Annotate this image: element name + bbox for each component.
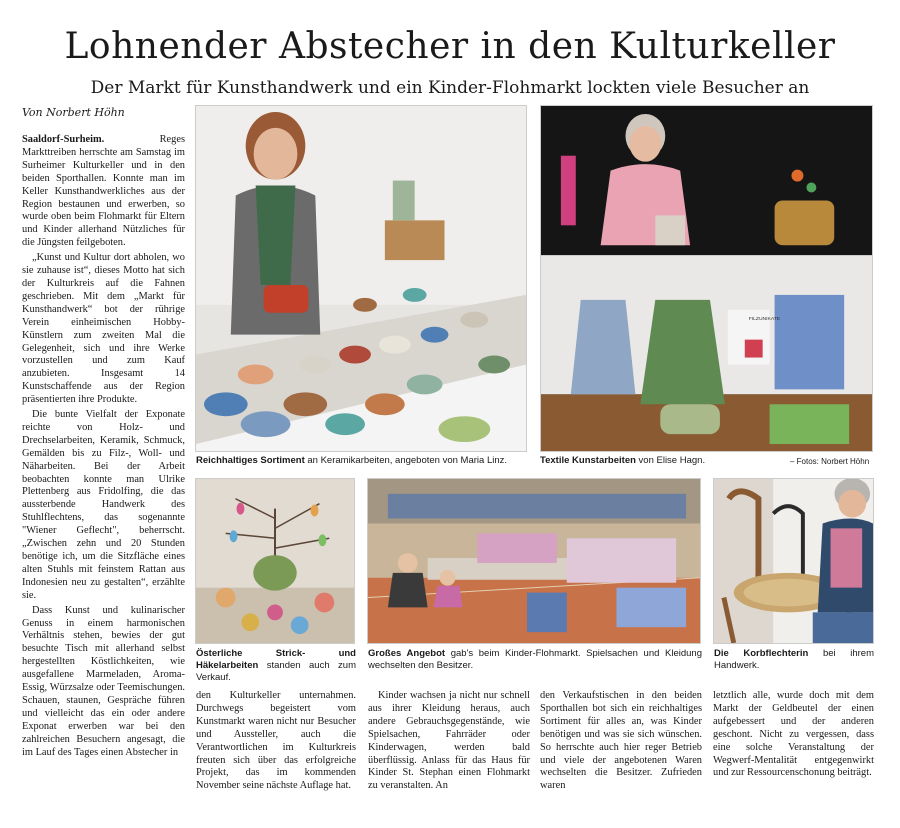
article-column-1 <box>22 134 185 794</box>
photo-flea-market <box>367 478 701 644</box>
caption-ceramics-text: an Keramikarbeiten, angeboten von Maria Linz. <box>304 455 508 466</box>
column-4-text: den Verkaufstischen in den beiden Sporthallen bot sich ein reichhaltiges Sortiment für alles an, was Kinder benötigen und was sie sich wünschen. So herrschte auch hier reger Betrieb und viele der angebotenen Waren wechselten die Besitzer. Zufrieden waren <box>540 690 702 792</box>
headline: Lohnender Abstecher in den Kulturkeller <box>64 26 836 67</box>
photo-basket-weaver <box>713 478 874 644</box>
paragraph-4: Dass Kunst und kulinarischer Genuss in einem harmonischen Verhältnis stehen, bewies der gut besuchte Tisch mit allerhand selbst hergestellten Köstlichkeiten, wie ausgefallene Marmeladen, Aroma-Essig, Würzsalze oder Teemischungen. Schauen, staunen, Gespräche führen und vielleicht das ein oder andere Exponat erwerben war bei den zahlreichen Besuchern angesagt, die im Lauf des Tages einen Abstecher in <box>22 604 185 758</box>
caption-textiles-text: von Elise Hagn. <box>635 455 706 466</box>
column-3-text: Kinder wachsen ja nicht nur schnell aus ihrer Kleidung heraus, auch andere Gebrauchsgegenstände, wie Spielsachen, Fahrräder oder Kinderwagen, werden bald überflüssig. Anlass für das Haus für Kinder St. Stephan einen Flohmarkt zu veranstalten. An <box>368 690 530 792</box>
dateline: Saaldorf-Surheim. <box>22 134 105 145</box>
caption-ceramics-bold: Reichhaltiges Sortiment <box>196 455 305 466</box>
article-column-4 <box>540 690 702 795</box>
caption-flea-market-text: gab's beim Kinder-Flohmarkt. Spielsachen und Kleidung wechselten den Besitzer. <box>368 648 702 671</box>
caption-ceramics <box>196 455 536 467</box>
paragraph-3: Die bunte Vielfalt der Exponate reichte von Holz- und Drechselarbeiten, Keramik, Schmuck, Gemälden bis zu Filz-, Woll- und Näharbeiten. Bei der Arbeit beobachten konnte man Ulrike Plettenberg aus Fridolfing, die das aussterbende Handwerk des Stuhlflechtens, das sogenannte "Wiener Geflecht", beherrscht. „Zwischen zehn und 20 Stunden benötige ich, um die Sitzfläche eines alten Stuhls mit feinstem Rattan aus Indonesien neu zu gestalten“, erzählte sie. <box>22 409 185 601</box>
caption-flea-market-bold: Großes Angebot <box>368 648 446 659</box>
paragraph-1: Reges Markttreiben herrschte am Samstag im Surheimer Kulturkeller und in den beiden Sporthallen. Konnte man im Keller Kunsthandwerkliches aus der Region bestaunen und erwerben, so wurde oben beim Flohmarkt für Eltern und Kinder allerhand Nützliches für die Jüngsten feilgeboten. <box>22 134 185 249</box>
caption-basket-weaver-text: bei ihrem Handwerk. <box>714 648 874 671</box>
photo-ceramics <box>195 105 527 452</box>
article-column-5 <box>713 690 874 782</box>
caption-basket-weaver-bold: Die Korbflechterin <box>714 648 809 659</box>
photo-credit: – Fotos: Norbert Höhn <box>790 457 870 466</box>
article-column-2 <box>196 690 356 795</box>
caption-textiles-bold: Textile Kunstarbeiten <box>540 455 636 466</box>
caption-textiles <box>540 455 790 467</box>
photo-textiles <box>540 105 873 452</box>
photo-easter-crafts <box>195 478 355 644</box>
caption-basket-weaver <box>714 648 874 672</box>
caption-easter <box>196 648 356 684</box>
byline: Von Norbert Höhn <box>22 106 125 119</box>
caption-easter-bold: Österliche Strick- und Häkelarbeiten <box>196 648 356 671</box>
column-5-text: letztlich alle, wurde doch mit dem Markt der Geldbeutel der einen aufgebessert und der anderen geschont. Nicht zu vergessen, dass eine solche Veranstaltung der Wegwerf-Mentalität entgegenwirkt und zur Ressourcenschonung beiträgt. <box>713 690 874 779</box>
caption-flea-market <box>368 648 702 672</box>
sign-label: FILZUNIKATE <box>748 316 781 322</box>
column-2-text: den Kulturkeller unternahmen. Durchwegs begeistert vom Kunstmarkt waren nicht nur Besucher und Aussteller, auch die Verantwortlichen im Kulturkreis freuten sich über das erfolgreiche Projekt, das im kommenden November seine nächste Auflage hat. <box>196 690 356 792</box>
subheadline: Der Markt für Kunsthandwerk und ein Kinder-Flohmarkt lockten viele Besucher an <box>90 78 810 98</box>
paragraph-2: „Kunst und Kultur dort abholen, wo sie zuhause ist“, dieses Motto hat sich der Kulturkreis auf die Fahnen geschrieben. Mit dem „Markt für Kunsthandwerk“ bot der rührige Verein einheimischen Hobby-Künstlern zum zweiten Mal die Gelegenheit, sich und ihre Werke vorzustellen und zum Kauf anzubieten. Insgesamt 14 Kunstschaffende aus der Region präsentierten ihre Produkte. <box>22 252 185 406</box>
article-column-3 <box>368 690 530 795</box>
caption-easter-text: standen auch zum Verkauf. <box>196 660 356 683</box>
